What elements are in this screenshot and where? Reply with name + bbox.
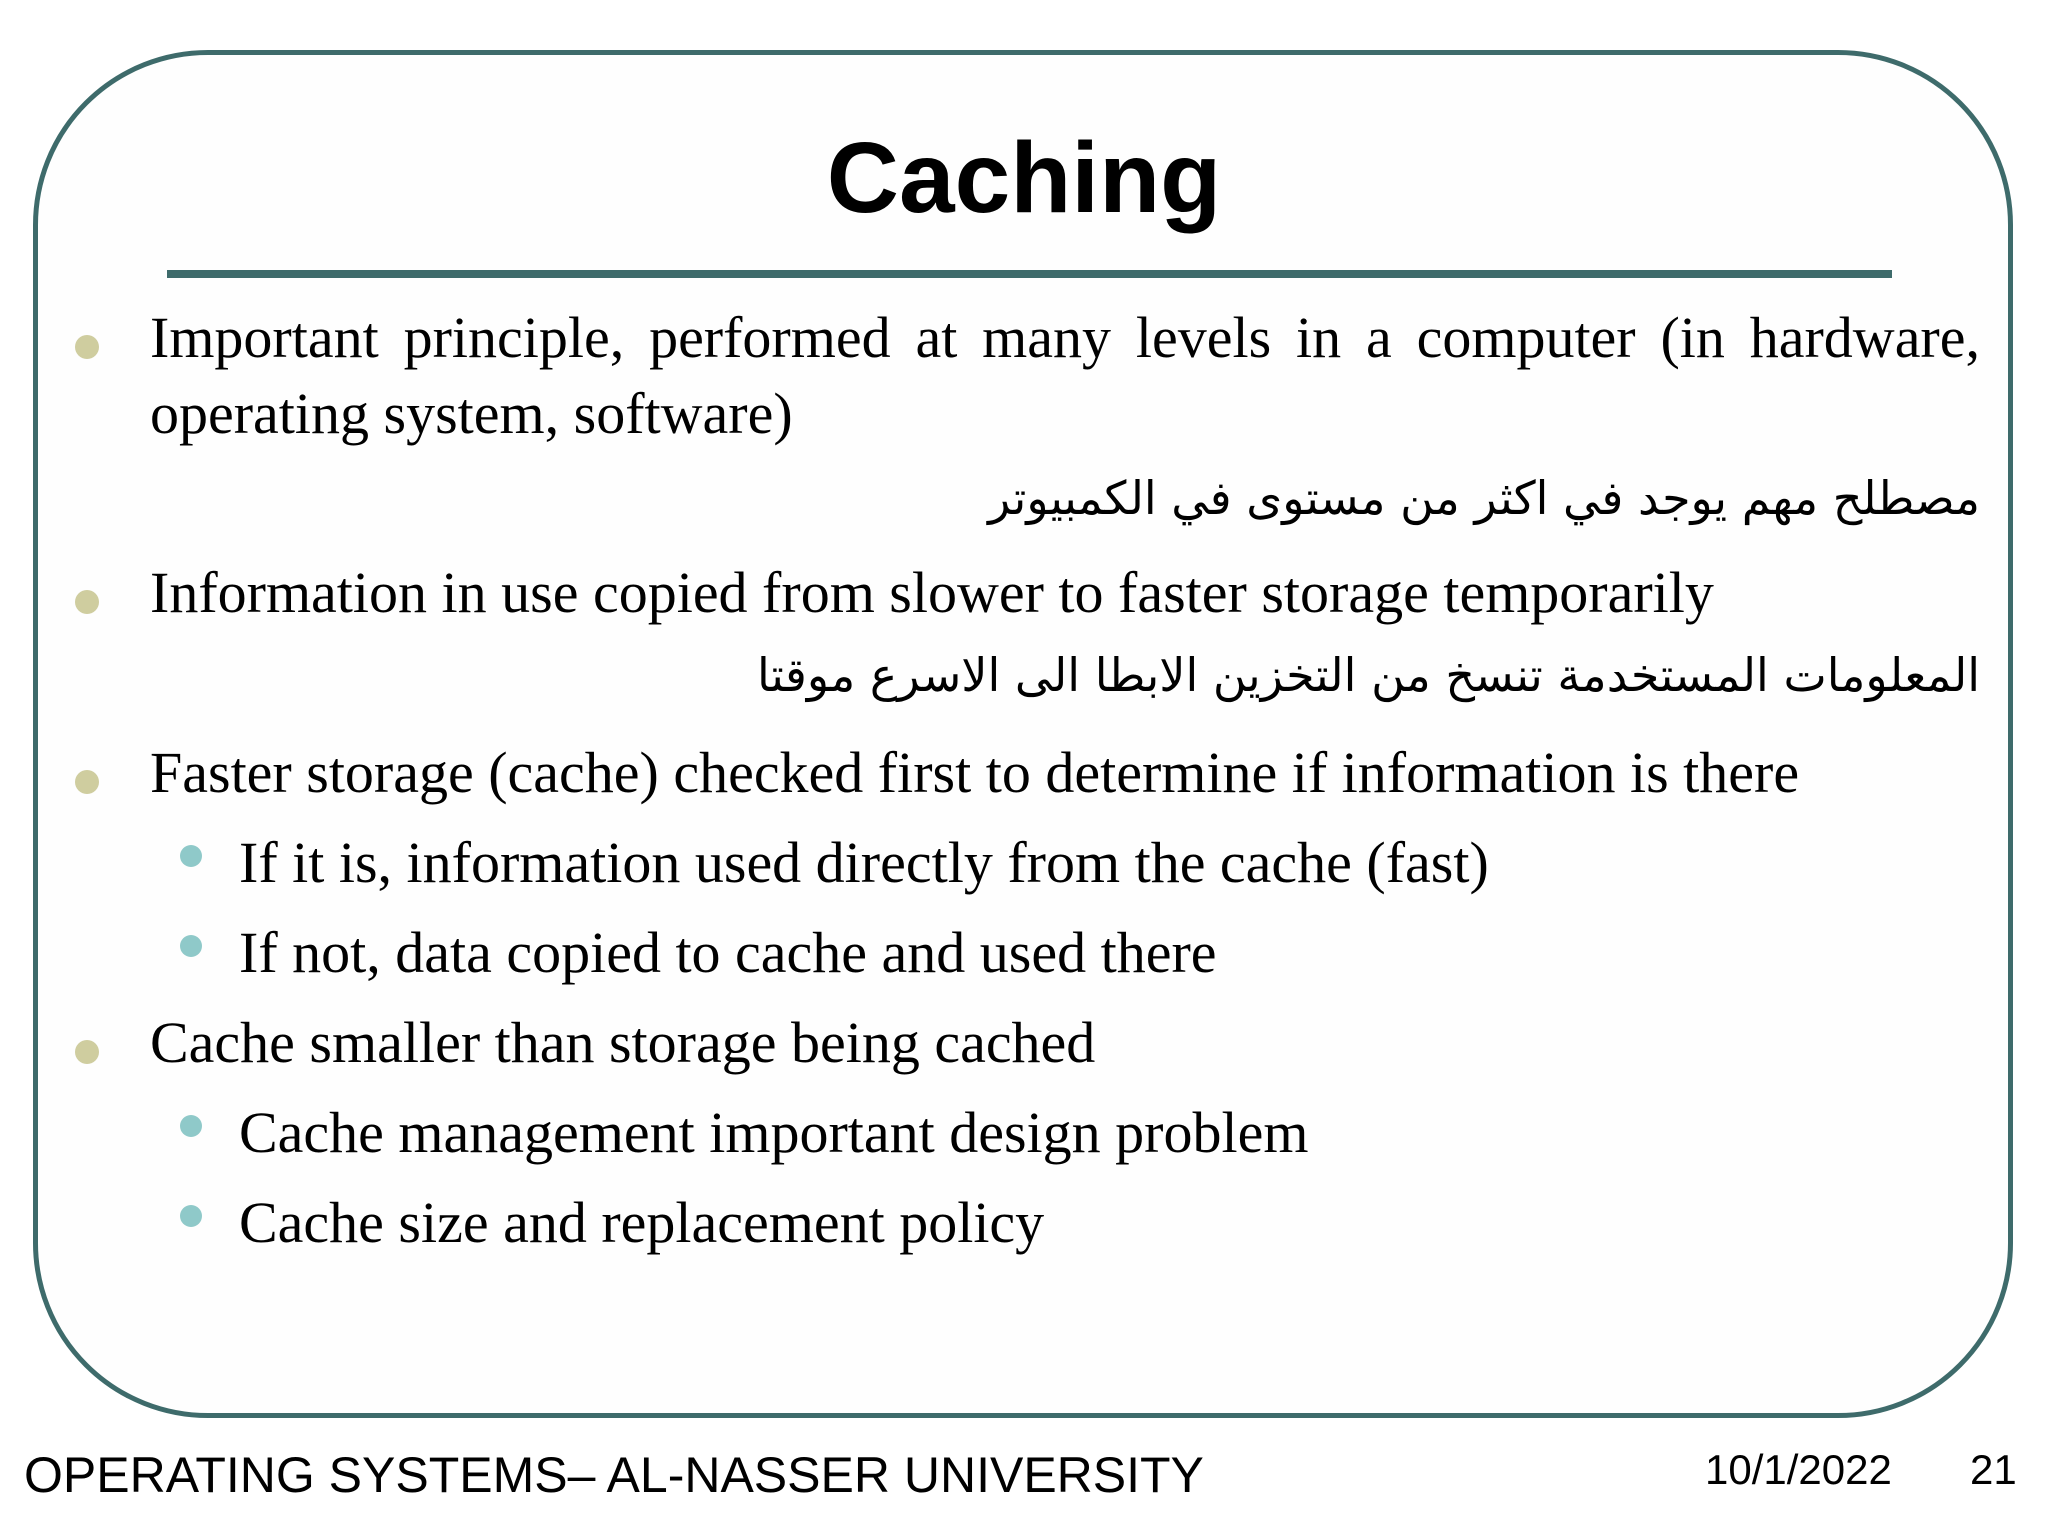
sub-bullet-text: Cache size and replacement policy	[239, 1190, 1045, 1255]
slide-title: Caching	[826, 122, 1222, 234]
arabic-translation: المعلومات المستخدمة تنسخ من التخزين الابطا الى الاسرع موقتا	[757, 648, 1980, 702]
bullet-text: Cache smaller than storage being cached	[150, 1010, 1096, 1075]
title-divider	[167, 270, 1892, 278]
sub-bullet-text: If it is, information used directly from the cache (fast)	[239, 830, 1489, 895]
arabic-translation: مصطلح مهم يوجد في اكثر من مستوى في الكمبيوتر	[988, 471, 1980, 525]
sub-bullet-text: If not, data copied to cache and used there	[239, 920, 1217, 985]
sub-bullet-dot-icon	[180, 845, 202, 867]
footer-date: 10/1/2022	[1705, 1446, 1892, 1493]
slide-number: 21	[1970, 1446, 2017, 1493]
bullet-dot-icon	[75, 1040, 99, 1064]
bullet-dot-icon	[75, 335, 99, 359]
bullet-text: Faster storage (cache) checked first to determine if information is there	[150, 740, 1800, 805]
bullet-dot-icon	[75, 590, 99, 614]
sub-bullet-text: Cache management important design problem	[239, 1100, 1309, 1165]
bullet-dot-icon	[75, 770, 99, 794]
footer-course-title: OPERATING SYSTEMS– AL-NASSER UNIVERSITY	[24, 1447, 1204, 1503]
sub-bullet-dot-icon	[180, 1205, 202, 1227]
bullet-text: Important principle, performed at many levels in a computer (in hardware, operating system, software)	[150, 305, 1980, 446]
bullet-text: Information in use copied from slower to faster storage temporarily	[150, 560, 1714, 625]
sub-bullet-dot-icon	[180, 1115, 202, 1137]
sub-bullet-dot-icon	[180, 935, 202, 957]
